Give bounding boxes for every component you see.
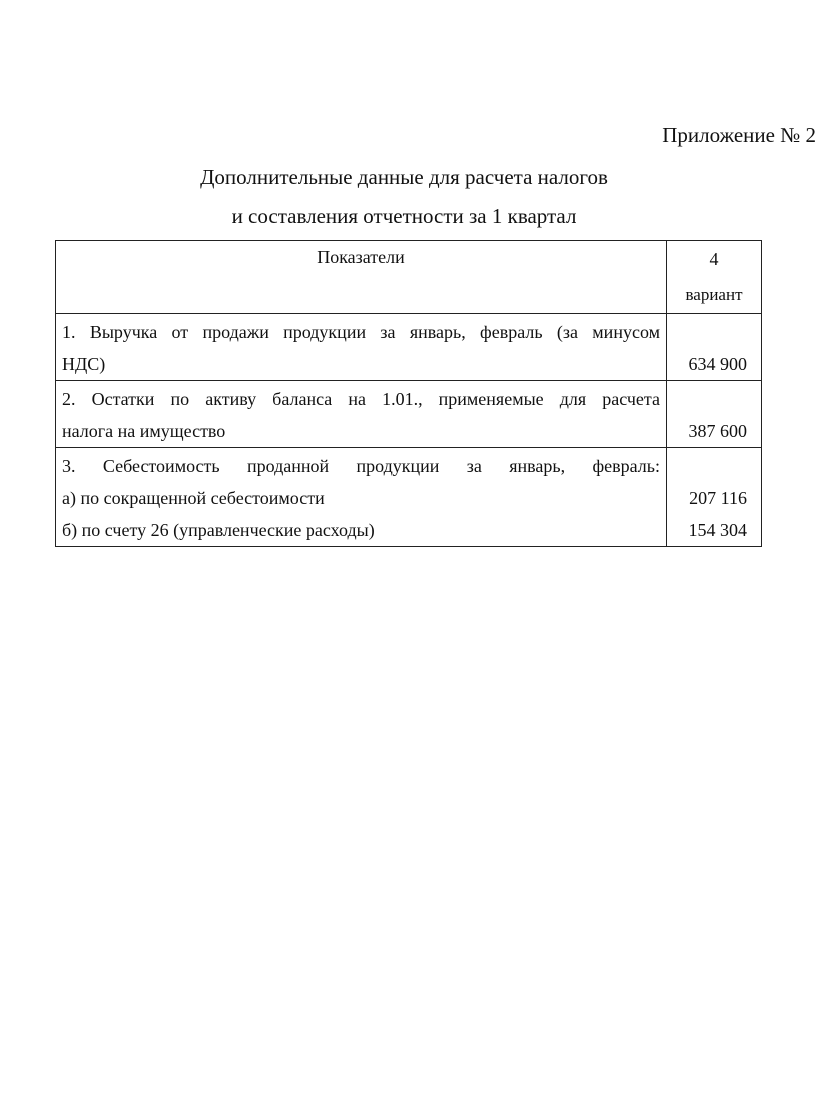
indicator-cell [56,448,667,547]
indicator-line: б) по счету 26 (управленческие расходы) [62,520,375,540]
indicator-line: 3. Себестоимость проданной продукции за январь, февраль: [62,456,660,476]
value-text: 207 116 [689,488,747,508]
indicator-cell [56,314,667,381]
indicator-line: а) по сокращенной себестоимости [62,488,325,508]
value-text: 154 304 [688,520,747,540]
indicator-line: налога на имущество [62,421,226,441]
value-text: 387 600 [688,421,747,441]
header-indicators: Показатели [56,241,667,314]
document-title-line-1: Дополнительные данные для расчета налогов [200,165,608,189]
value-text: 634 900 [688,354,747,374]
document-title-line-2: и составления отчетности за 1 квартал [231,204,577,228]
value-cell [667,381,762,448]
indicator-line: 1. Выручка от продажи продукции за январь, февраль (за минусом [62,322,660,342]
indicator-cell [56,381,667,448]
data-table [55,240,762,547]
header-variant-word: вариант [685,285,743,304]
header-variant-number: 4 [709,249,719,269]
table-row [56,448,762,547]
value-cell [667,448,762,547]
indicator-line: 2. Остатки по активу баланса на 1.01., применяемые для расчета [62,389,660,409]
appendix-label: Приложение № 2 [662,123,816,147]
indicator-line: НДС) [62,354,106,374]
header-variant [667,241,762,314]
value-cell [667,314,762,381]
table-row [56,314,762,381]
table-header-row [56,241,762,314]
table-row [56,381,762,448]
